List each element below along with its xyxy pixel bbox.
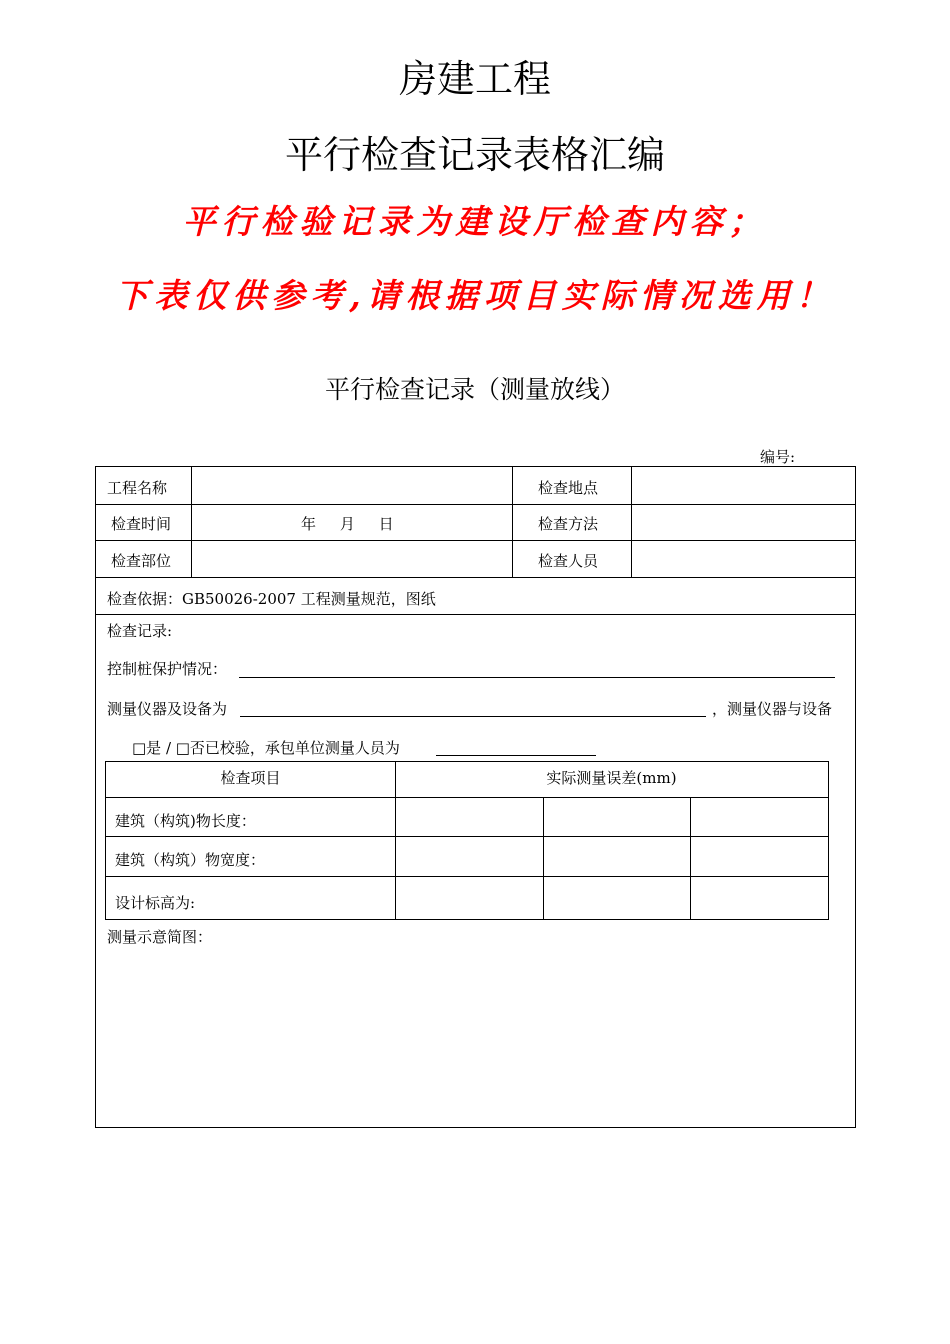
surveyor-underline[interactable] [436,755,596,756]
grid-line [106,876,828,877]
instruments-label: 测量仪器及设备为 [107,700,228,718]
part-label: 检查部位 [111,552,172,570]
grid-line [106,797,828,798]
instruments-underline[interactable] [240,716,706,717]
method-label: 检查方法 [538,515,599,533]
table-cell-input[interactable] [546,879,687,917]
inspection-form [95,466,856,1128]
document-title: 房建工程 [398,57,551,101]
table-cell-input[interactable] [398,879,540,917]
location-field[interactable] [636,472,850,500]
document-subtitle: 平行检查记录表格汇编 [284,133,665,177]
grid-line [690,797,691,919]
part-field[interactable] [196,545,508,573]
serial-number-label: 编号: [760,448,796,466]
sketch-area[interactable] [104,952,844,1122]
notice-line-2: 下表仅供参考,请根据项目实际情况选用！ [115,276,835,315]
table-cell-input[interactable] [693,839,826,874]
calibration-label: □是 / □否已校验，承包单位测量人员为 [132,739,400,757]
table-cell-input[interactable] [693,800,826,834]
column-header-error: 实际测量误差(mm) [546,769,677,787]
grid-line [543,797,544,919]
table-cell-input[interactable] [693,879,826,917]
method-field[interactable] [636,508,850,536]
table-cell-input[interactable] [398,800,540,834]
project-name-field[interactable] [196,472,508,500]
row-width-label: 建筑（构筑）物宽度： [115,851,266,869]
personnel-label: 检查人员 [538,552,599,570]
record-label: 检查记录: [107,622,173,640]
time-label: 检查时间 [111,515,172,533]
grid-line [96,577,855,578]
sketch-label: 测量示意简图： [107,928,213,946]
project-name-label: 工程名称 [107,479,168,497]
control-pile-label: 控制桩保护情况： [107,660,228,678]
grid-line [191,467,192,577]
table-cell-input[interactable] [546,839,687,874]
grid-line [106,836,828,837]
grid-line [96,540,855,541]
date-field[interactable]: 年 月 日 [301,515,394,533]
table-cell-input[interactable] [546,800,687,834]
inspection-basis: 检查依据：GB50026-2007 工程测量规范，图纸 [107,590,436,608]
notice-line-1: 平行检验记录为建设厅检查内容； [182,202,768,241]
grid-line [96,504,855,505]
personnel-field[interactable] [636,545,850,573]
table-cell-input[interactable] [398,839,540,874]
measurement-table [105,761,829,920]
grid-line [631,467,632,577]
form-title: 平行检查记录（测量放线） [324,375,625,404]
location-label: 检查地点 [538,479,599,497]
row-elevation-label: 设计标高为: [115,894,196,912]
grid-line [96,614,855,615]
column-header-item: 检查项目 [220,769,281,787]
grid-line [512,467,513,577]
control-pile-underline[interactable] [239,677,835,678]
instruments-suffix: ，测量仪器与设备 [712,700,833,718]
row-length-label: 建筑（构筑)物长度： [115,812,256,830]
